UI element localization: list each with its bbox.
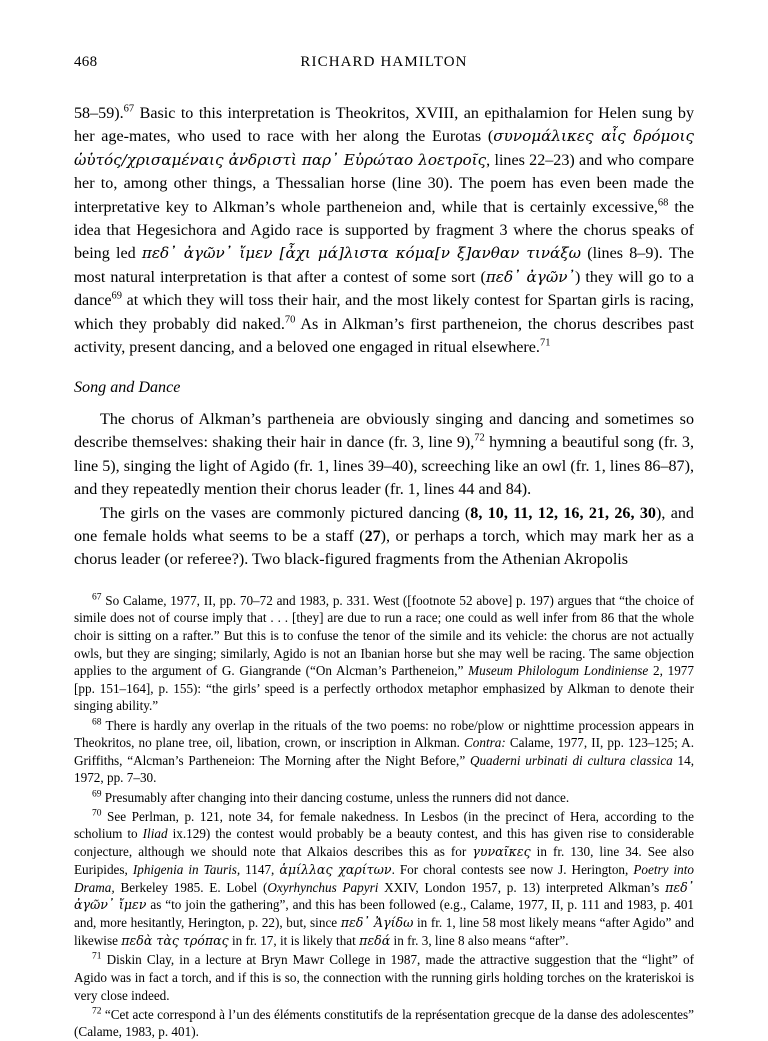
footnote-67-seg-2: 2, 1977 [pp. 151–164], p. 155): “the girls’ speed is a perfectly orthodox metaphor emphasized by Alkman to denote their singing ability.” bbox=[74, 663, 694, 714]
footnote-72-seg-0: “Cet acte correspond à l’un des éléments constitutifs de la représentation grecque de la danse des adolescentes” (Calame, 1983, p. 401). bbox=[74, 1006, 694, 1040]
footnote-marker-67[interactable]: 67 bbox=[92, 592, 102, 603]
footnote bbox=[74, 1006, 694, 1041]
footnote-70-seg-4: in fr. 130, line 34. See also Euripides, bbox=[74, 843, 694, 877]
footnote-marker-68[interactable]: 68 bbox=[92, 717, 102, 728]
footnote-70-seg-10: Berkeley 1985. E. Lobel ( bbox=[114, 879, 268, 895]
footnote bbox=[74, 789, 694, 807]
footnote-68-seg-1: Contra: bbox=[463, 735, 506, 751]
footnote-67-seg-1: Museum Philologum Londiniense bbox=[468, 663, 649, 679]
footnote-70-seg-9: Poetry into Drama, bbox=[74, 861, 694, 895]
running-head bbox=[74, 54, 694, 72]
footnote-70-seg-5: Iphigenia in Tauris, bbox=[132, 861, 241, 877]
vase-catalogue-numbers-1: 8, 10, 11, 12, 16, 21, 26, 30 bbox=[470, 504, 656, 522]
footnote-ref-71[interactable]: 71 bbox=[539, 337, 551, 349]
footnote-68-seg-0: There is hardly any overlap in the rituals of the two poems: no robe/plow or nighttime procession appears in Theokritos, no plane tree, oil, libation, crown, or inscription in Alkman. bbox=[74, 717, 694, 751]
footnote-70-seg-13: πεδ᾽ ἀγῶν᾽ ἴμεν bbox=[74, 879, 694, 913]
p2-seg1: The chorus of Alkman’s partheneia are obviously singing and dancing and sometimes so describe themselves: shaking their hair in dance (fr. 3, line 9), bbox=[74, 410, 694, 452]
footnote-70-seg-3: γυναῖκες bbox=[472, 843, 531, 859]
footnote-70-seg-18: in fr. 17, it is likely that bbox=[228, 933, 360, 949]
paragraph-3 bbox=[74, 502, 694, 572]
p1-seg6: ) they will go to a dance bbox=[74, 268, 694, 310]
p1-seg8: As in Alkman’s first partheneion, the chorus describes past activity, present dancing, and a beloved one engaged in ritual elsewhere. bbox=[74, 315, 694, 357]
footnote-70-seg-19: πεδά bbox=[359, 933, 391, 949]
footnote bbox=[74, 592, 694, 715]
vase-catalogue-numbers-2: 27 bbox=[364, 527, 381, 545]
footnote-70-seg-7: ἁμίλλας χαρίτων bbox=[279, 861, 392, 877]
footnote-ref-67[interactable]: 67 bbox=[123, 103, 135, 115]
footnote-marker-71[interactable]: 71 bbox=[92, 951, 102, 962]
p2-seg2: hymning a beautiful song (fr. 3, line 5), singing the light of Agido (fr. 1, lines 39–40), screeching like an owl (fr. 1, lines 86–87), and they repeatedly mention their chorus leader (fr. 1, lines 44 and 84). bbox=[74, 434, 694, 499]
footnote-ref-68[interactable]: 68 bbox=[657, 197, 669, 209]
paragraph-1 bbox=[74, 102, 694, 359]
footnote-70-seg-12: XXIV, London 1957, p. 13) interpreted Alkman’s bbox=[378, 879, 666, 895]
footnote-70-seg-15: πεδ᾽ Ἀγίδω bbox=[340, 915, 414, 931]
footnote bbox=[74, 951, 694, 1004]
footnote-69-seg-0: Presumably after changing into their dancing costume, unless the runners did not dance. bbox=[101, 789, 570, 805]
footnote-marker-70[interactable]: 70 bbox=[92, 808, 102, 819]
p1-seg7: at which they will toss their hair, and the most likely contest for Spartan girls is racing, which they probably did naked. bbox=[74, 292, 694, 333]
footnote-marker-69[interactable]: 69 bbox=[92, 789, 102, 800]
footnote-68-seg-3: Quaderni urbinati di cultura classica bbox=[469, 752, 673, 768]
footnote-70-seg-14: as “to join the gathering”, and this has been followed (e.g., Calame, 1977, II, p. 111 and 1983, p. 401 and, more hesitantly, Herington, p. 22), but, since bbox=[74, 897, 695, 931]
footnote-70-seg-6: 1147, bbox=[240, 861, 280, 877]
footnote-ref-72[interactable]: 72 bbox=[474, 432, 485, 444]
footnote-70-seg-2: ix.129) the contest would probably be a beauty contest, and this has given rise to considerable conjecture, although we should note that Alkaios describes this as for bbox=[74, 826, 694, 859]
section-heading-song-and-dance: Song and Dance bbox=[74, 379, 181, 397]
p1-seg2: Basic to this interpretation is Theokritos, XVIII, an epithalamion for Helen sung by her age-mates, who used to race with her along the Eurotas ( bbox=[74, 105, 694, 146]
footnote-70-seg-11: Oxyrhynchus Papyri bbox=[267, 879, 379, 895]
footnote-70-seg-17: πεδὰ τὰς τρόπας bbox=[121, 933, 229, 949]
p3-seg1: The girls on the vases are commonly pictured dancing ( bbox=[100, 504, 471, 522]
footnotes-section bbox=[74, 592, 694, 1041]
paragraph-2 bbox=[74, 408, 694, 502]
footnote-71-seg-0: Diskin Clay, in a lecture at Bryn Mawr College in 1987, made the attractive suggestion that the “light” of Agido was in fact a torch, and if this is so, the connection with the running girls holding torches on the krateriskoi is very close indeed. bbox=[74, 952, 694, 1003]
page-number: 468 bbox=[74, 54, 98, 70]
p1-seg5: (lines 8–9). The most natural interpretation is that after a contest of some sort ( bbox=[74, 245, 694, 286]
p1-seg1: 58–59). bbox=[74, 105, 124, 122]
footnote-70-seg-16: in fr. 1, line 58 most likely means “after Agido” and likewise bbox=[74, 915, 694, 949]
greek-phrase-3: πεδ᾽ ἀγῶν᾽ bbox=[485, 267, 576, 286]
footnote bbox=[74, 808, 694, 950]
footnote-ref-69[interactable]: 69 bbox=[111, 290, 123, 302]
footnote-68-seg-4: 14, 1972, pp. 7–30. bbox=[74, 752, 695, 786]
footnote-67-seg-0: So Calame, 1977, II, pp. 70–72 and 1983, p. 331. West ([footnote 52 above] p. 197) argues that “the choice of simile does not of course imply that . . . [they] are due to run a race; one could as well infer from 86 that the whole choir is sitting on a rafter.” But this is to confuse the tenor of the simile and its vehicle: the chorus are not actually owls, but they are singing; similarly, Agido is not an Ibanian horse but she may well be racing. The same objection applies to the argument of G. Giangrande (“On Alcman’s Partheneion,” bbox=[74, 592, 694, 679]
p3-seg3: ), or perhaps a torch, which may mark her as a chorus leader (or referee?). Two black-figured fragments from the Athenian Akropolis bbox=[74, 527, 695, 569]
greek-phrase-2: πεδ᾽ ἀγῶν᾽ ἴμεν [ἆχι μά]λιστα κόμα[ν ξ]ανθαν τινάξω bbox=[141, 244, 582, 263]
p1-seg4: the idea that Hegesichora and Agido race is supported by fragment 3 where the chorus speaks of being led bbox=[74, 198, 694, 263]
p1-seg3: , lines 22–23) and who compare her to, among other things, a Thessalian horse (line 30). The poem has even been made the interpretative key to Alkman’s whole partheneion and, while that is certainly excessive, bbox=[74, 151, 694, 216]
p3-seg2: ), and one female holds what seems to be a staff ( bbox=[74, 504, 694, 545]
footnote-ref-70[interactable]: 70 bbox=[284, 314, 296, 326]
greek-phrase-1: συνομάλικες αἷς δρόμοις ὡὑτός/χρισαμέναις ἀνδριστὶ παρ᾽ Εὐρώταο λοετροῖς bbox=[74, 127, 694, 169]
footnote-marker-72[interactable]: 72 bbox=[92, 1006, 102, 1017]
footnote-68-seg-2: Calame, 1977, II, pp. 123–125; A. Griffiths, “Alcman’s Partheneion: The Morning after the Night Before,” bbox=[74, 735, 695, 768]
body-text bbox=[74, 102, 694, 572]
footnote bbox=[74, 717, 694, 788]
footnote-70-seg-0: See Perlman, p. 121, note 34, for female nakedness. In Lesbos (in the precinct of Hera, according to the scholium to bbox=[74, 808, 694, 842]
footnote-70-seg-1: Iliad bbox=[142, 826, 168, 842]
footnote-70-seg-8: . For choral contests see now J. Herington, bbox=[391, 861, 634, 877]
author-running-title: RICHARD HAMILTON bbox=[300, 54, 468, 70]
footnote-70-seg-20: in fr. 3, line 8 also means “after”. bbox=[390, 933, 569, 949]
